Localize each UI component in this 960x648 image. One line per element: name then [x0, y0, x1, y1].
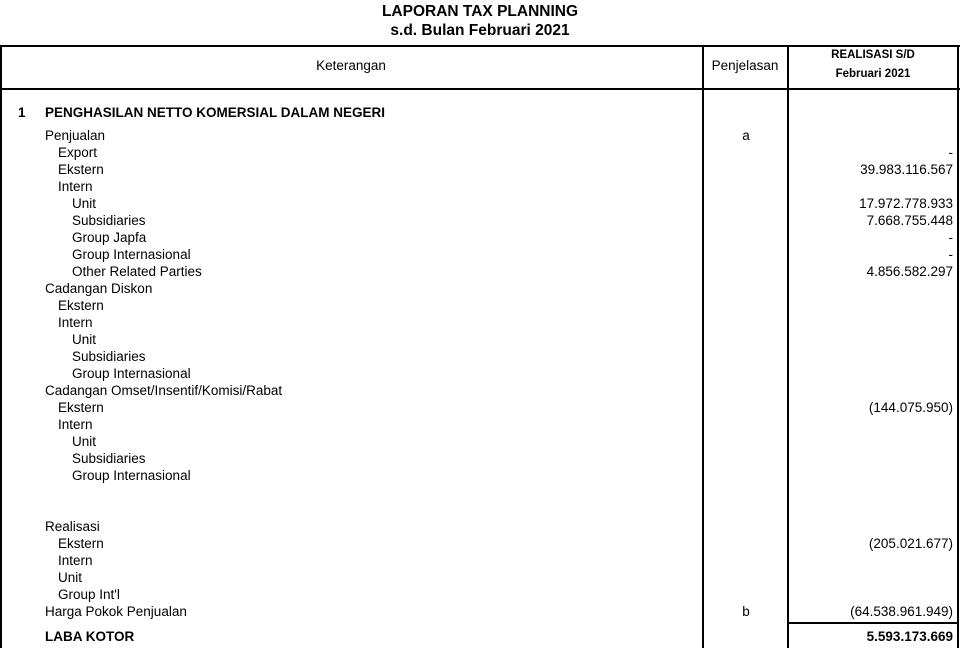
table-row: [0, 628, 960, 645]
table-row: [0, 569, 960, 586]
table-row: [0, 365, 960, 382]
row-amount: -: [948, 247, 953, 262]
row-amount: -: [948, 145, 953, 160]
table-row: [0, 535, 960, 552]
table-row: [0, 161, 960, 178]
table-row: [0, 433, 960, 450]
table-row: [0, 399, 960, 416]
blank-row: [0, 501, 960, 518]
table-row: [0, 450, 960, 467]
row-label: Unit: [72, 434, 97, 449]
table-row: [0, 603, 960, 620]
table-row: [0, 467, 960, 484]
row-amount: 5.593.173.669: [866, 629, 953, 644]
row-label: PENGHASILAN NETTO KOMERSIAL DALAM NEGERI: [45, 105, 386, 120]
row-label: Unit: [72, 332, 97, 347]
row-label: Subsidiaries: [72, 349, 146, 364]
row-label: Ekstern: [58, 400, 104, 415]
row-penjelasan: a: [742, 128, 750, 143]
table-row: [0, 127, 960, 144]
row-amount: (205.021.677): [868, 536, 953, 551]
row-amount: 17.972.778.933: [859, 196, 953, 211]
row-amount: 39.983.116.567: [860, 162, 953, 177]
row-label: Group Internasional: [72, 366, 191, 381]
table-row: [0, 212, 960, 229]
row-label: Ekstern: [58, 298, 104, 313]
table-row: [0, 552, 960, 569]
report-subtitle: s.d. Bulan Februari 2021: [390, 22, 570, 39]
blank-row: [0, 484, 960, 501]
header-period: Februari 2021: [835, 68, 911, 80]
row-label: Group Int'l: [58, 587, 120, 602]
row-amount: -: [948, 230, 953, 245]
row-label: Group Japfa: [72, 230, 147, 245]
row-label: Subsidiaries: [72, 213, 146, 228]
table-row: [0, 416, 960, 433]
row-amount: 7.668.755.448: [866, 213, 953, 228]
table-row: [0, 586, 960, 603]
row-label: Realisasi: [45, 519, 100, 534]
row-number: 1: [18, 105, 26, 120]
row-label: Unit: [58, 570, 83, 585]
row-label: Intern: [58, 315, 93, 330]
row-label: Intern: [58, 179, 93, 194]
header-realisasi: REALISASI S/D: [831, 49, 915, 61]
table-row: [0, 382, 960, 399]
row-label: Penjualan: [45, 128, 106, 143]
report-title: LAPORAN TAX PLANNING: [381, 3, 579, 20]
table-row: [0, 518, 960, 535]
row-label: Intern: [58, 417, 93, 432]
row-label: Harga Pokok Penjualan: [45, 604, 187, 619]
header-penjelasan: Penjelasan: [711, 58, 779, 73]
table-row: [0, 195, 960, 212]
row-label: Group Internasional: [72, 247, 191, 262]
row-label: LABA KOTOR: [45, 629, 135, 644]
table-row: [0, 263, 960, 280]
total-top-border: [787, 622, 959, 624]
table-row: [0, 246, 960, 263]
header-top-border: [0, 45, 960, 47]
row-amount: (144.075.950): [868, 400, 953, 415]
row-label: Ekstern: [58, 162, 104, 177]
row-label: Cadangan Diskon: [45, 281, 153, 296]
row-label: Group Internasional: [72, 468, 191, 483]
row-label: Unit: [72, 196, 97, 211]
row-label: Cadangan Omset/Insentif/Komisi/Rabat: [45, 383, 283, 398]
row-amount: 4.856.582.297: [866, 264, 953, 279]
row-label: Export: [58, 145, 98, 160]
table-row: [0, 104, 960, 121]
header-bottom-border: [0, 88, 960, 90]
row-label: Ekstern: [58, 536, 104, 551]
table-row: [0, 280, 960, 297]
table-row: [0, 314, 960, 331]
row-penjelasan: b: [742, 604, 750, 619]
table-row: [0, 178, 960, 195]
table-row: [0, 331, 960, 348]
row-label: Subsidiaries: [72, 451, 146, 466]
table-row: [0, 144, 960, 161]
table-row: [0, 229, 960, 246]
header-keterangan: Keterangan: [316, 58, 386, 73]
table-row: [0, 348, 960, 365]
row-label: Other Related Parties: [72, 264, 202, 279]
row-amount: (64.538.961.949): [850, 604, 953, 619]
table-row: [0, 297, 960, 314]
row-label: Intern: [58, 553, 93, 568]
